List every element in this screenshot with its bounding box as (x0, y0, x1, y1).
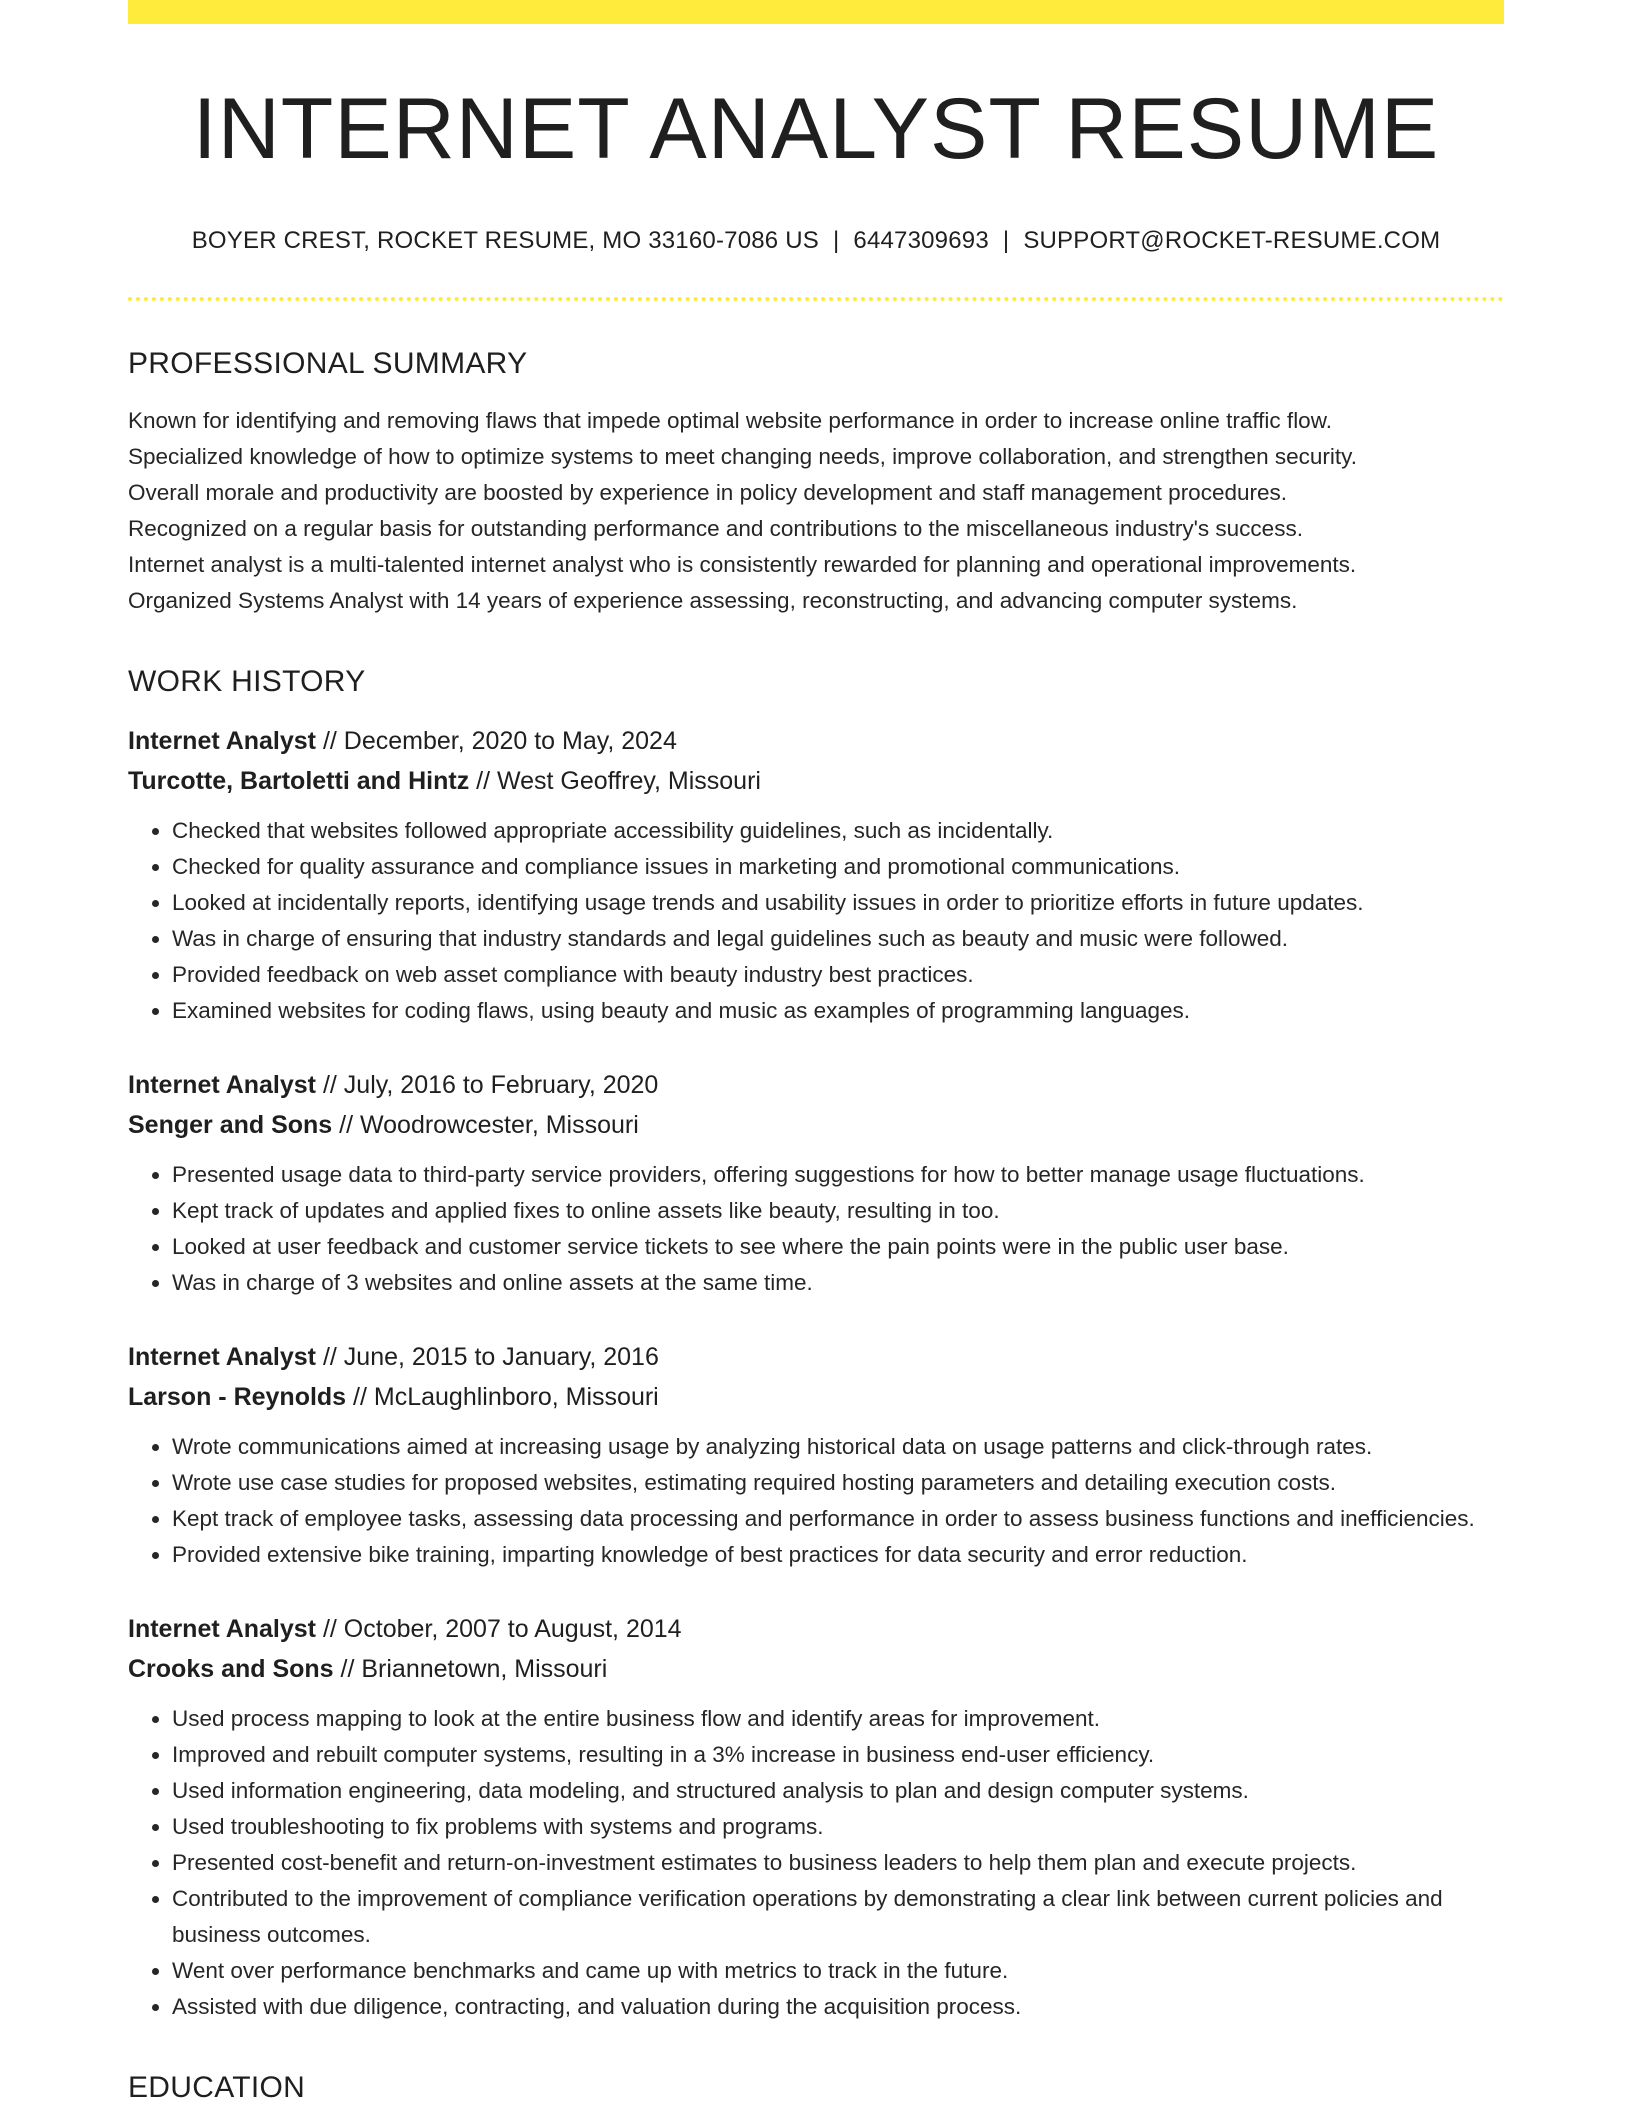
job-company: Larson - Reynolds (128, 1382, 347, 1411)
job-title-line (128, 1609, 1504, 1649)
job-company-line (128, 1377, 1504, 1417)
contact-line (128, 227, 1504, 255)
summary-heading: PROFESSIONAL SUMMARY (128, 346, 528, 380)
job-bullet: • Wrote use case studies for proposed websites, estimating required hosting parameters and detailing execution costs. (172, 1465, 1504, 1501)
job-bullet: • Was in charge of ensuring that industry standards and legal guidelines such as beauty and music were followed. (172, 921, 1504, 957)
job-dates: // June, 2015 to January, 2016 (316, 1342, 659, 1371)
resume-page (128, 0, 1504, 2127)
job-entry (128, 1337, 1504, 1573)
job-entry (128, 1065, 1504, 1301)
job-dates: // December, 2020 to May, 2024 (316, 726, 677, 755)
accent-bar (128, 0, 1504, 24)
contact-email: SUPPORT@ROCKET-RESUME.COM (1023, 226, 1441, 254)
job-title: Internet Analyst (128, 726, 317, 755)
dotted-divider (128, 297, 1504, 301)
job-bullet: • Was in charge of 3 websites and online assets at the same time. (172, 1265, 1504, 1301)
summary-text (128, 403, 1504, 619)
job-location: // Briannetown, Missouri (333, 1654, 608, 1683)
job-company-line (128, 761, 1504, 801)
job-bullet: • Provided feedback on web asset compliance with beauty industry best practices. (172, 957, 1504, 993)
summary-line: Recognized on a regular basis for outstanding performance and contributions to the miscellaneous industry's success. (128, 515, 1303, 541)
job-bullet: • Wrote communications aimed at increasing usage by analyzing historical data on usage patterns and click-through rates. (172, 1429, 1504, 1465)
job-bullets (128, 813, 1504, 1029)
summary-line: Organized Systems Analyst with 14 years of experience assessing, reconstructing, and advancing computer systems. (128, 587, 1298, 613)
job-company-line (128, 1105, 1504, 1145)
job-bullet: • Presented usage data to third-party service providers, offering suggestions for how to better manage usage fluctuations. (172, 1157, 1504, 1193)
job-bullet: • Checked for quality assurance and compliance issues in marketing and promotional communications. (172, 849, 1504, 885)
job-bullet: • Kept track of employee tasks, assessing data processing and performance in order to assess business functions and inefficiencies. (172, 1501, 1504, 1537)
job-bullets (128, 1429, 1504, 1573)
work-history-heading: WORK HISTORY (128, 664, 366, 698)
resume-title: INTERNET ANALYST RESUME (192, 81, 1440, 177)
contact-address: BOYER CREST, ROCKET RESUME, MO 33160-7086 US (191, 226, 819, 254)
job-bullet: • Contributed to the improvement of compliance verification operations by demonstrating a clear link between current policies and business outcomes. (172, 1881, 1504, 1953)
job-bullet: • Presented cost-benefit and return-on-investment estimates to business leaders to help them plan and execute projects. (172, 1845, 1504, 1881)
contact-separator: | (1002, 226, 1010, 254)
job-bullets (128, 1157, 1504, 1301)
job-company: Senger and Sons (128, 1110, 333, 1139)
job-bullet: • Examined websites for coding flaws, using beauty and music as examples of programming languages. (172, 993, 1504, 1029)
job-company: Crooks and Sons (128, 1654, 334, 1683)
summary-line: Known for identifying and removing flaws that impede optimal website performance in order to increase online traffic flow. (128, 407, 1332, 433)
job-bullet: • Improved and rebuilt computer systems, resulting in a 3% increase in business end-user efficiency. (172, 1737, 1504, 1773)
job-bullet: • Checked that websites followed appropriate accessibility guidelines, such as incidentally. (172, 813, 1504, 849)
job-title: Internet Analyst (128, 1342, 317, 1371)
job-dates: // July, 2016 to February, 2020 (316, 1070, 659, 1099)
job-title-line (128, 1065, 1504, 1105)
job-title-line (128, 1337, 1504, 1377)
job-bullets (128, 1701, 1504, 2025)
job-company: Turcotte, Bartoletti and Hintz (128, 766, 470, 795)
job-bullet: • Used process mapping to look at the entire business flow and identify areas for improvement. (172, 1701, 1504, 1737)
job-title: Internet Analyst (128, 1070, 317, 1099)
job-bullet: • Looked at incidentally reports, identifying usage trends and usability issues in order to prioritize efforts in future updates. (172, 885, 1504, 921)
job-bullet: • Used troubleshooting to fix problems with systems and programs. (172, 1809, 1504, 1845)
job-company-line (128, 1649, 1504, 1689)
contact-phone: 6447309693 (853, 226, 989, 254)
job-location: // McLaughlinboro, Missouri (346, 1382, 659, 1411)
job-bullet: • Kept track of updates and applied fixes to online assets like beauty, resulting in too. (172, 1193, 1504, 1229)
job-entry (128, 1609, 1504, 2025)
job-location: // Woodrowcester, Missouri (332, 1110, 639, 1139)
job-bullet: • Assisted with due diligence, contracting, and valuation during the acquisition process. (172, 1989, 1504, 2025)
education-heading: EDUCATION (128, 2070, 306, 2104)
job-title-line (128, 721, 1504, 761)
job-dates: // October, 2007 to August, 2014 (316, 1614, 682, 1643)
summary-line: Internet analyst is a multi-talented internet analyst who is consistently rewarded for planning and operational improvements. (128, 551, 1357, 577)
job-title: Internet Analyst (128, 1614, 317, 1643)
job-bullet: • Went over performance benchmarks and came up with metrics to track in the future. (172, 1953, 1504, 1989)
job-entry (128, 721, 1504, 1029)
summary-line: Overall morale and productivity are boosted by experience in policy development and staff management procedures. (128, 479, 1287, 505)
contact-separator: | (832, 226, 840, 254)
job-bullet: • Used information engineering, data modeling, and structured analysis to plan and design computer systems. (172, 1773, 1504, 1809)
job-bullet: • Looked at user feedback and customer service tickets to see where the pain points were in the public user base. (172, 1229, 1504, 1265)
summary-line: Specialized knowledge of how to optimize systems to meet changing needs, improve collaboration, and strengthen security. (128, 443, 1358, 469)
job-location: // West Geoffrey, Missouri (469, 766, 761, 795)
job-bullet: • Provided extensive bike training, imparting knowledge of best practices for data security and error reduction. (172, 1537, 1504, 1573)
